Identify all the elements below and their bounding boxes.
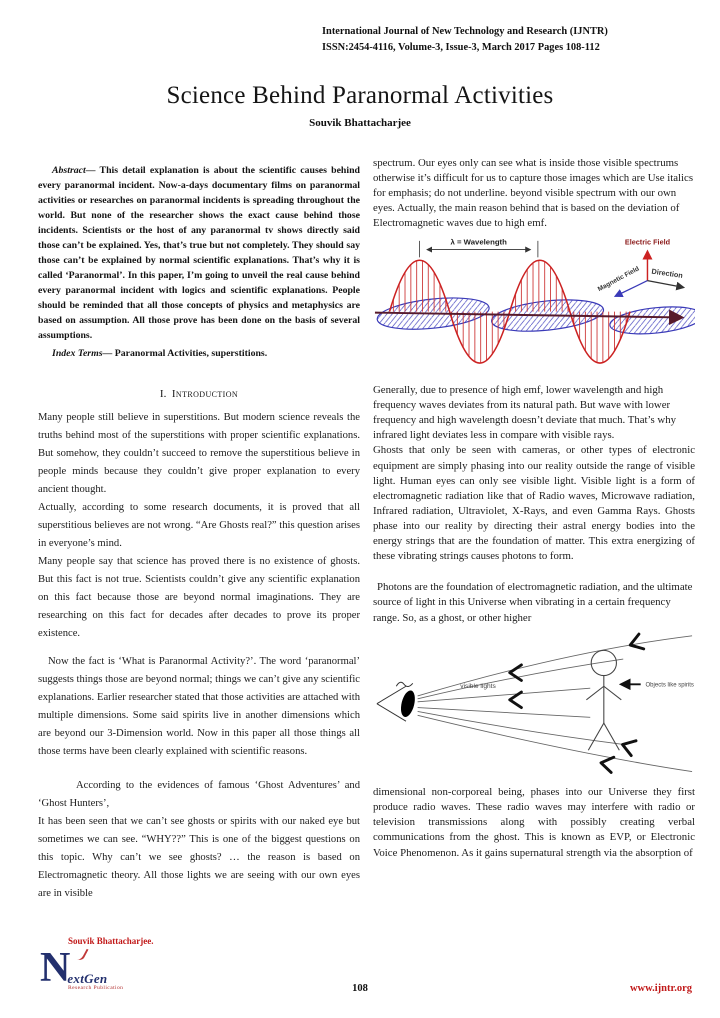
right-column [373, 156, 695, 938]
paragraph: It has been seen that we can’t see ghosts or spirits with our naked eye but sometimes we can see. “WHY??” This is one of the biggest questions on this topic. Why can’t we see ghosts? … the reason is based on Electromagnetic theory. All those lights we are seeing with our own eyes are in visible [38, 815, 360, 899]
left-column [38, 156, 360, 938]
direction-label: Direction [650, 266, 684, 280]
section-title: Introduction [171, 387, 239, 400]
paragraph: Generally, due to presence of high emf, lower wavelength and high frequency waves deviates from its natural path. But wave with lower frequency and high wavelength doesn’t deviate that much. That’s why infrared light deviates less in compare with visible rays. [373, 384, 677, 442]
paragraph: Actually, according to some research documents, it is proved that all superstitious believes are not wrong. “Are Ghosts real?” this question arises in everyone’s mind. [38, 501, 360, 549]
paper-title: Science Behind Paranormal Activities [166, 82, 554, 109]
logo-initial: N [40, 945, 71, 991]
visible-lights-label: visible lights [460, 682, 496, 690]
paragraph: Many people say that science has proved there is no existence of ghosts. But this fact is not true. Scientists couldn’t give any scientific explanation on this fact because those are beyond normal imaginations. They are researching on this fact for decades after decades to prove its proper existence. [38, 555, 360, 639]
paragraph: Now the fact is ‘What is Paranormal Activity?’. The word ‘paranormal’ suggests things those are beyond normal; things we can’t give any scientific explanations. Earlier researcher stated that those activities are attached with multiple dimensions. Some said spirits live in another dimensions which are beyond our 3-Dimension world. Now in this paper all those things all those terms have been clearly explained with scientific reasons. [38, 655, 360, 757]
paragraph: Many people still believe in superstitions. But modern science reveals the truths behind most of the superstitions with proper scientific explanations. But somehow, they couldn’t succeed to remove the superstitious believe in people minds because they couldn’t give proper explanation to every ancient thought. [38, 411, 360, 495]
page-number: 108 [352, 983, 368, 994]
objects-label: Objects like spirits [645, 682, 694, 689]
journal-issue-info: ISSN:2454-4116, Volume-3, Issue-3, March 2017 Pages 108-112 [322, 42, 600, 54]
index-terms [38, 347, 360, 362]
ghost-light-figure [373, 630, 695, 775]
abstract-text: This detail explanation is about the scientific causes behind every paranormal incident. Now-a-days documentary films on paranormal activities or researches on paranormal incidents is spreading throughout the world. But none of the researcher shows the exact cause behind those incidents. Scientists or the host of any paranormal tv shows directly said those can’t be explained. Yes, that’s true but not completely. They should say those can’t be explained by normal scientific explanations. That’s why it is called ‘Paranormal’. In this paper, I’m going to unveil the real cause behind every paranormal incident with logics and scientific explanations. People should be reminded that all those concepts of physics and metaphysics are based on assumption. All those prove has been done on the basis of several assumptions. [38, 165, 360, 341]
abstract-label: Abstract— [52, 165, 96, 176]
abstract [38, 164, 360, 344]
light-rays [418, 635, 692, 771]
magnetic-field-label: Magnetic Field [596, 265, 641, 293]
two-column-body [38, 156, 696, 938]
spirit-stick-figure [586, 650, 621, 750]
paragraph: spectrum. Our eyes only can see what is inside those visible spectrums otherwise it’s difficult for us to capture those images which are Use italics for emphasis; do not underline. beyond visible spectrum with our own eyes. Actually, the main reason behind that is based on the deviation of Electromagnetic waves due to high emf. [373, 157, 694, 230]
paragraph: dimensional non-corporeal being, phases into our Universe they first produce radio waves. These radio waves may interfere with radio or television transmissions along with possibly creating verbal communications from the ghost. This is known as EVP, or Electronic Voice Phenomenon. As it gains supernatural strength via the absorption of [373, 786, 695, 859]
em-wave-figure [373, 236, 695, 381]
wavelength-label: λ = Wavelength [450, 237, 507, 247]
logo-subtitle: Research Publication [68, 984, 124, 991]
section-heading-introduction [38, 388, 360, 400]
journal-name: International Journal of New Technology and Research (IJNTR) [322, 26, 608, 37]
paragraph: Ghosts that only be seen with cameras, or other types of electronic equipment are simply phasing into our reality outside the range of visible light. Human eyes can only see visible light. Visible light is a form of electromagnetic radiation like that of Radio waves, Microwave radiation, Infrared radiation, Ultraviolet, X-Rays, and even Gamma Rays. Ghosts phase into our reality by directing their astral energy bodies into the energy strings that are the foundation of matter. This extra energizing of these vibrating strings causes photons to form. [373, 444, 695, 563]
paragraph: According to the evidences of famous ‘Ghost Adventures’ and ‘Ghost Hunters’, [38, 779, 360, 809]
eye-icon [377, 682, 417, 721]
index-terms-label: Index Terms— [52, 347, 113, 359]
field-legend [597, 237, 684, 295]
section-number: I. [159, 387, 167, 400]
index-terms-text: Paranormal Activities, superstitions. [112, 347, 268, 359]
paragraph: Photons are the foundation of electromagnetic radiation, and the ultimate source of light in this Universe when vibrating in a certain frequency range. So, as a ghost, or other higher [373, 581, 693, 624]
electric-field-label: Electric Field [624, 237, 671, 247]
author-footnote: Souvik Bhattacharjee. [68, 936, 154, 946]
paper-author: Souvik Bhattacharjee [309, 117, 411, 129]
journal-website-link[interactable]: www.ijntr.org [629, 983, 692, 994]
journal-header [322, 24, 702, 56]
logo-wordmark: extGen [67, 970, 108, 986]
